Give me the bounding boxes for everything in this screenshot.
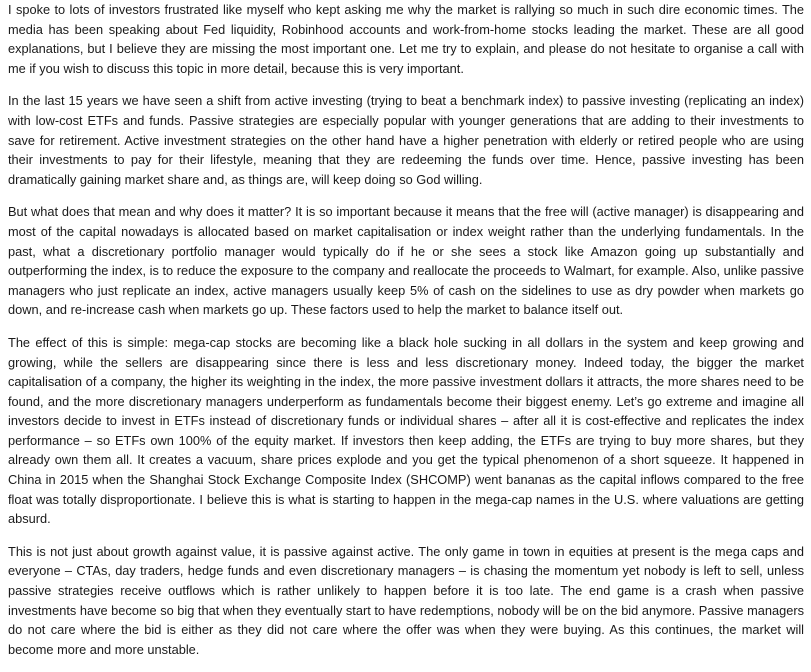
paragraph-3: But what does that mean and why does it matter? It is so important because it means that the free will (active manager) is disappearing and most of the capital nowadays is allocated based on market capitalisation or index weight rather than the underlying fundamentals. In the past, what a discretionary portfolio manager would typically do if he or she sees a stock like Amazon going up substantially and outperforming the index, is to reduce the exposure to the company and reallocate the proceeds to Walmart, for example. Also, unlike passive managers who just replicate an index, active managers usually keep 5% of cash on the sidelines to use as dry powder when markets go down, and re-increase cash when markets go up. These factors used to help the market to balance itself out.: [8, 204, 804, 318]
paragraph-2: In the last 15 years we have seen a shift from active investing (trying to beat a benchmark index) to passive investing (replicating an index) with low-cost ETFs and funds. Passive strategies are especially popular with younger generations that are adding to their investments to save for retirement. Active investment strategies on the other hand have a higher penetration with elderly or retired people who are using their investments to pay for their lifestyle, meaning that they are redeeming the funds over time. Hence, passive investing has been dramatically gaining market share and, as things are, will keep doing so God willing.: [8, 93, 804, 187]
paragraph-1: I spoke to lots of investors frustrated like myself who kept asking me why the market is rallying so much in such dire economic times. The media has been speaking about Fed liquidity, Robinhood accounts and work-from-home stocks leading the market. These are all good explanations, but I believe they are missing the most important one. Let me try to explain, and please do not hesitate to organise a call with me if you wish to discuss this topic in more detail, because this is very important.: [8, 2, 804, 76]
paragraph-5: This is not just about growth against value, it is passive against active. The only game in town in equities at present is the mega caps and everyone – CTAs, day traders, hedge funds and even discretionary managers – is chasing the momentum yet nobody is left to sell, unless passive strategies receive outflows which is rather unlikely to happen before it is too late. The end game is a crash when passive investments have become so big that when they eventually start to have redemptions, nobody will be on the bid anymore. Passive managers do not care where the bid is either as they did not care where the offer was when they were buying. As this continues, the market will become more and more unstable.: [8, 543, 804, 657]
document-body[interactable]: [8, 0, 804, 672]
paragraph-4: The effect of this is simple: mega-cap stocks are becoming like a black hole sucking in all dollars in the system and keep growing and growing, while the sellers are disappearing since there is less and less discretionary money. Indeed today, the bigger the market capitalisation of a company, the higher its weighting in the index, the more passive investment dollars it attracts, the more shares need to be found, and the more discretionary managers underperform as fundamentals become their biggest enemy. Let’s go extreme and imagine all investors decide to invest in ETFs instead of discretionary funds or individual shares – after all it is cost-effective and replicates the index performance – so ETFs own 100% of the equity market. If investors then keep adding, the ETFs are trying to buy more shares, but they already own them all. It creates a vacuum, share prices explode and you get the typical phenomenon of a short squeeze. It happened in China in 2015 when the Shanghai Stock Exchange Composite Index (SHCOMP) went bananas as the capital inflows compared to the free float was totally disproportionate. I believe this is what is starting to happen in the mega-cap names in the U.S. where valuations are getting absurd.: [8, 334, 804, 527]
